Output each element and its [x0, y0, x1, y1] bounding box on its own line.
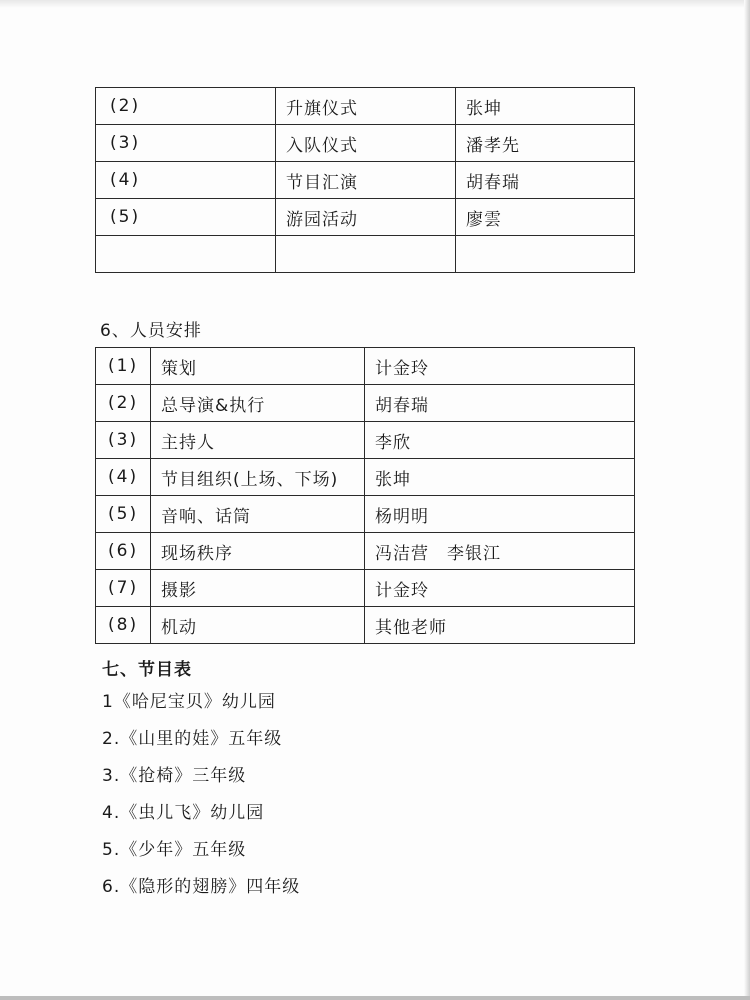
- staff-person: 其他老师: [365, 607, 635, 644]
- table-row: [96, 533, 635, 570]
- row-number: (7): [96, 570, 151, 607]
- staff-role: 主持人: [151, 422, 365, 459]
- table-row: [96, 125, 635, 162]
- table-row: [96, 459, 635, 496]
- table-row: [96, 348, 635, 385]
- row-number: (2): [96, 88, 276, 125]
- activity-schedule-table: [95, 87, 635, 273]
- activity-item: 升旗仪式: [276, 88, 456, 125]
- table-row: [96, 199, 635, 236]
- activity-item: 游园活动: [276, 199, 456, 236]
- row-number: (8): [96, 607, 151, 644]
- staff-assignment-table: [95, 347, 635, 644]
- table-row: [96, 385, 635, 422]
- responsible-person: 张坤: [456, 88, 635, 125]
- row-number: (5): [96, 199, 276, 236]
- staff-person: 李欣: [365, 422, 635, 459]
- row-number: (4): [96, 459, 151, 496]
- table-row: [96, 236, 635, 273]
- staff-role: 机动: [151, 607, 365, 644]
- row-number: (5): [96, 496, 151, 533]
- program-item: 4.《虫儿飞》幼儿园: [102, 803, 265, 823]
- row-number: (2): [96, 385, 151, 422]
- responsible-person: 潘孝先: [456, 125, 635, 162]
- table-row: [96, 88, 635, 125]
- activity-item: 节目汇演: [276, 162, 456, 199]
- row-number: (3): [96, 125, 276, 162]
- scan-edge-bottom: [0, 996, 750, 1000]
- scan-edge-right: [744, 0, 750, 1000]
- program-item: 1《哈尼宝贝》幼儿园: [102, 692, 276, 712]
- staff-role: 策划: [151, 348, 365, 385]
- staff-person: 胡春瑞: [365, 385, 635, 422]
- staff-person: 冯洁营 李银江: [365, 533, 635, 570]
- row-number: [96, 236, 276, 273]
- program-list: [102, 690, 300, 912]
- responsible-person: [456, 236, 635, 273]
- table-row: [96, 162, 635, 199]
- program-item: 3.《抢椅》三年级: [102, 766, 247, 786]
- staff-person: 杨明明: [365, 496, 635, 533]
- row-number: (6): [96, 533, 151, 570]
- activity-item: 入队仪式: [276, 125, 456, 162]
- staff-role: 摄影: [151, 570, 365, 607]
- program-item: 5.《少年》五年级: [102, 840, 247, 860]
- activity-item: [276, 236, 456, 273]
- staff-person: 计金玲: [365, 570, 635, 607]
- row-number: (1): [96, 348, 151, 385]
- staff-role: 总导演&执行: [151, 385, 365, 422]
- responsible-person: 胡春瑞: [456, 162, 635, 199]
- staff-section-heading: 6、人员安排: [100, 321, 202, 341]
- responsible-person: 廖雲: [456, 199, 635, 236]
- staff-role: 现场秩序: [151, 533, 365, 570]
- program-item: 2.《山里的娃》五年级: [102, 729, 283, 749]
- row-number: (3): [96, 422, 151, 459]
- row-number: (4): [96, 162, 276, 199]
- table-row: [96, 607, 635, 644]
- staff-person: 计金玲: [365, 348, 635, 385]
- table-row: [96, 496, 635, 533]
- table-row: [96, 570, 635, 607]
- staff-role: 节目组织(上场、下场): [151, 459, 365, 496]
- scan-edge-top: [0, 0, 750, 8]
- program-section-heading: 七、节目表: [102, 660, 192, 680]
- table-row: [96, 422, 635, 459]
- staff-person: 张坤: [365, 459, 635, 496]
- staff-role: 音响、话筒: [151, 496, 365, 533]
- program-item: 6.《隐形的翅膀》四年级: [102, 877, 301, 897]
